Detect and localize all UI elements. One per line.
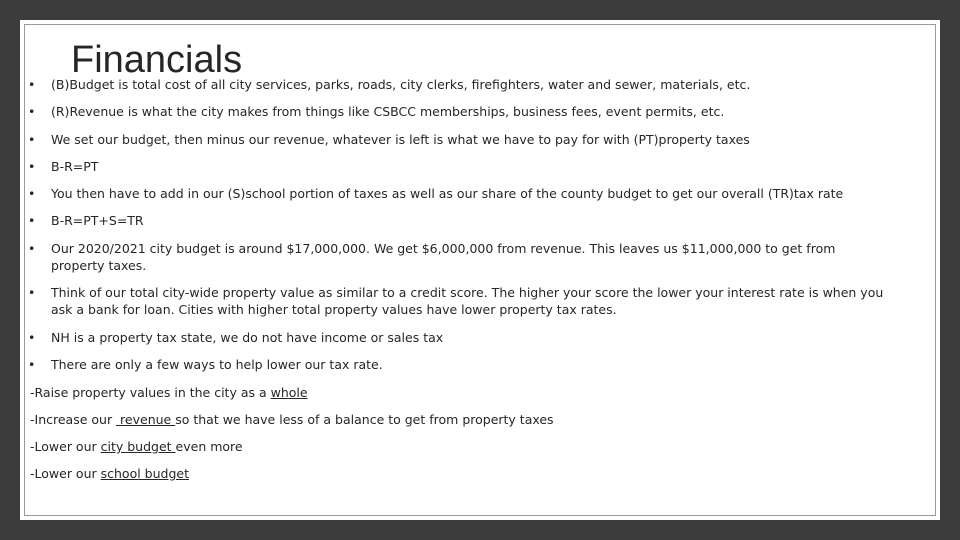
option-underlined: whole bbox=[270, 385, 308, 400]
bullet-dot: • bbox=[28, 186, 36, 201]
bullet-dot: • bbox=[28, 77, 36, 92]
bullet-text: B-R=PT bbox=[51, 159, 99, 174]
bullet-text: Our 2020/2021 city budget is around $17,000,000. We get $6,000,000 from revenue. This leaves us $11,000,000 to get from property taxes. bbox=[51, 241, 836, 273]
bullet-text: B-R=PT+S=TR bbox=[51, 213, 144, 228]
option-line bbox=[30, 465, 189, 482]
bullet-dot: • bbox=[28, 159, 36, 174]
option-line bbox=[30, 438, 243, 455]
bullet-item bbox=[28, 158, 888, 175]
option-prefix: -Increase our bbox=[30, 412, 117, 427]
bullet-text: (R)Revenue is what the city makes from things like CSBCC memberships, business fees, event permits, etc. bbox=[51, 104, 725, 119]
option-suffix: even more bbox=[175, 439, 243, 454]
bullet-text: NH is a property tax state, we do not have income or sales tax bbox=[51, 330, 444, 345]
bullet-dot: • bbox=[28, 132, 36, 147]
bullet-text: There are only a few ways to help lower our tax rate. bbox=[51, 357, 383, 372]
bullet-dot: • bbox=[28, 357, 36, 372]
option-line bbox=[30, 411, 554, 428]
bullet-text: We set our budget, then minus our revenue, whatever is left is what we have to pay for with (PT)property taxes bbox=[51, 132, 750, 147]
bullet-item bbox=[28, 356, 888, 373]
bullet-text: You then have to add in our (S)school portion of taxes as well as our share of the county budget to get our overall (TR)tax rate bbox=[51, 186, 844, 201]
option-prefix: -Raise property values in the city as a bbox=[30, 385, 271, 400]
bullet-item bbox=[28, 284, 888, 318]
option-underlined: school budget bbox=[100, 466, 189, 481]
bullet-item bbox=[28, 240, 888, 274]
option-underlined: revenue bbox=[116, 412, 176, 427]
option-line bbox=[30, 384, 308, 401]
slide-title: Financials bbox=[71, 39, 243, 81]
bullet-item bbox=[28, 103, 888, 120]
option-suffix: so that we have less of a balance to get from property taxes bbox=[175, 412, 554, 427]
bullet-dot: • bbox=[28, 241, 36, 256]
bullet-text: (B)Budget is total cost of all city services, parks, roads, city clerks, firefighters, water and sewer, materials, etc. bbox=[51, 77, 751, 92]
option-prefix: -Lower our bbox=[30, 466, 101, 481]
bullet-item bbox=[28, 212, 888, 229]
bullet-item bbox=[28, 131, 888, 148]
bullet-text: Think of our total city-wide property value as similar to a credit score. The higher your score the lower your interest rate is when you ask a bank for loan. Cities with higher total property values have lower property tax rates. bbox=[51, 285, 884, 317]
slide bbox=[20, 20, 940, 520]
bullet-item bbox=[28, 185, 888, 202]
option-underlined: city budget bbox=[100, 439, 176, 454]
option-prefix: -Lower our bbox=[30, 439, 101, 454]
bullet-dot: • bbox=[28, 285, 36, 300]
bullet-dot: • bbox=[28, 330, 36, 345]
bullet-dot: • bbox=[28, 213, 36, 228]
bullet-dot: • bbox=[28, 104, 36, 119]
bullet-item bbox=[28, 329, 888, 346]
